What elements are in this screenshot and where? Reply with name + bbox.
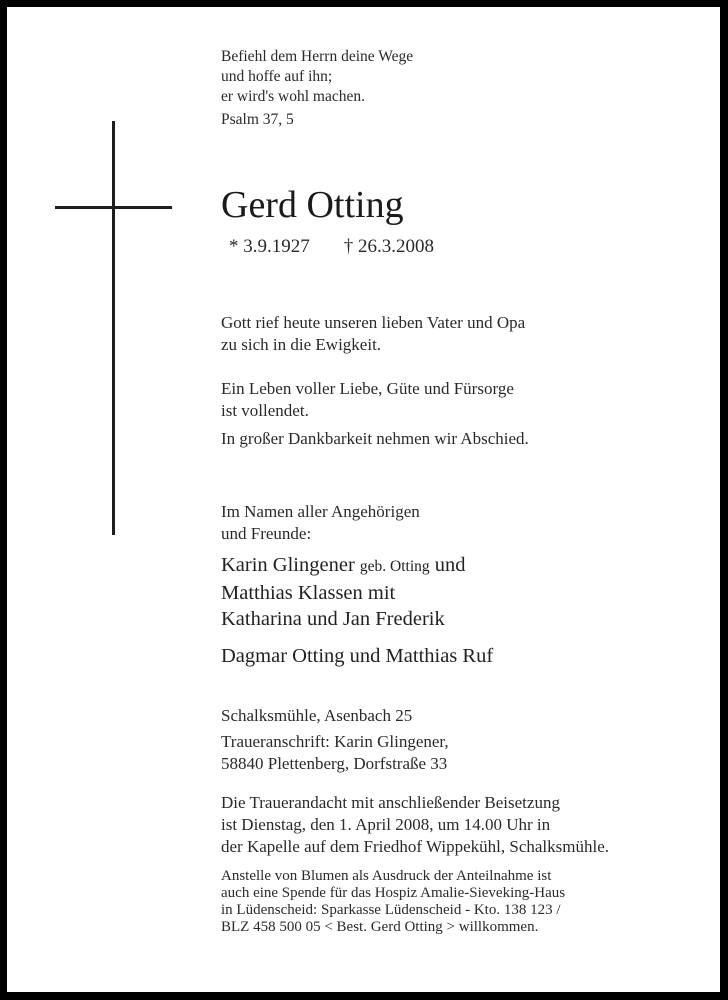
address-line: 58840 Plettenberg, Dorfstraße 33 (221, 754, 448, 773)
psalm-reference: Psalm 37, 5 (221, 111, 294, 128)
donation-note (221, 868, 565, 936)
family-names (221, 552, 466, 632)
text-line: Gott rief heute unseren lieben Vater und Opa (221, 313, 526, 332)
obituary-notice (7, 7, 720, 992)
message-paragraph-1 (221, 312, 525, 356)
address-line: Traueranschrift: Karin Glingener, (221, 732, 449, 751)
text-line: zu sich in die Ewigkeit. (221, 335, 382, 354)
cross-icon-horizontal (55, 206, 172, 209)
text-line: Anstelle von Blumen als Ausdruck der Anteilnahme ist (221, 868, 552, 884)
text-line: und Freunde: (221, 524, 312, 543)
family-line-4: Dagmar Otting und Matthias Ruf (221, 645, 494, 667)
address-block (221, 705, 449, 775)
text-line: Ein Leben voller Liebe, Güte und Fürsorge (221, 379, 514, 398)
psalm-line: und hoffe auf ihn; (221, 68, 333, 85)
psalm-line: er wird's wohl machen. (221, 88, 365, 105)
text-line: der Kapelle auf dem Friedhof Wippekühl, Schalksmühle. (221, 837, 610, 856)
conjunction: und (434, 554, 466, 576)
message-paragraph-3: In großer Dankbarkeit nehmen wir Abschied. (221, 429, 529, 448)
maiden-name: geb. Otting (359, 558, 430, 575)
family-line-2: Matthias Klassen mit (221, 582, 396, 604)
cross-icon-vertical (112, 121, 115, 535)
birth-date: * 3.9.1927 (229, 236, 310, 257)
service-info (221, 792, 609, 858)
psalm-quote (221, 47, 413, 130)
text-line: Im Namen aller Angehörigen (221, 502, 420, 521)
text-line: in Lüdenscheid: Sparkasse Lüdenscheid - Kto. 138 123 / (221, 902, 561, 918)
text-line: Die Trauerandacht mit anschließender Beisetzung (221, 793, 560, 812)
family-intro (221, 501, 420, 545)
deceased-name: Gerd Otting (221, 184, 404, 226)
family-line-3: Katharina und Jan Frederik (221, 608, 445, 630)
address-line: Schalksmühle, Asenbach 25 (221, 706, 413, 725)
text-line: auch eine Spende für das Hospiz Amalie-Sieveking-Haus (221, 885, 566, 901)
text-line: ist vollendet. (221, 401, 309, 420)
message-paragraph-2 (221, 378, 514, 422)
text-line: BLZ 458 500 05 < Best. Gerd Otting > willkommen. (221, 919, 539, 935)
death-date: † 26.3.2008 (343, 236, 434, 257)
psalm-line: Befiehl dem Herrn deine Wege (221, 48, 414, 65)
text-line: ist Dienstag, den 1. April 2008, um 14.00 Uhr in (221, 815, 551, 834)
family-name: Karin Glingener (221, 554, 355, 576)
life-dates (229, 235, 434, 259)
family-line-1 (221, 552, 466, 580)
